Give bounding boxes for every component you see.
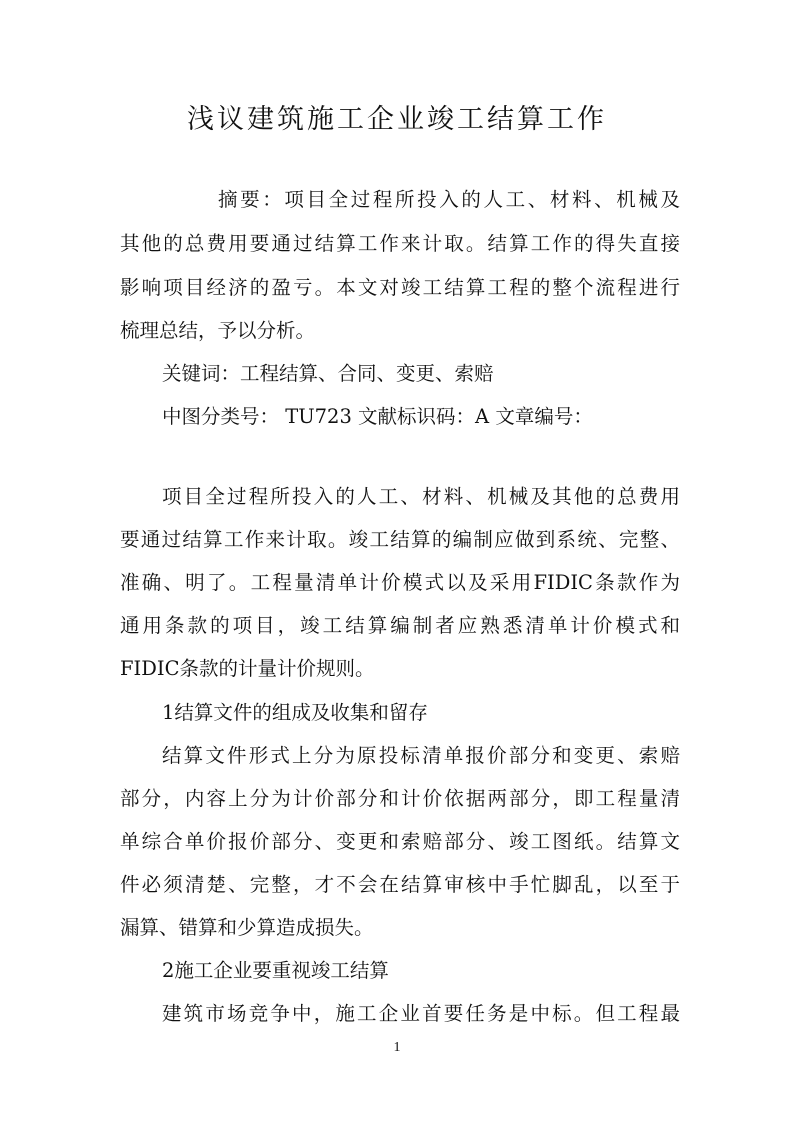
section-1-line-1: 结算文件形式上分为原投标清单报价部分和变更、索赔 [162,744,680,767]
section-2-heading: 2施工企业要重视竣工结算 [162,959,389,982]
section-1-heading: 1结算文件的组成及收集和留存 [162,701,428,724]
section-1-line-5: 漏算、错算和少算造成损失。 [120,916,374,939]
intro-line-4: 通用条款的项目，竣工结算编制者应熟悉清单计价模式和 [120,614,680,637]
abstract-line-2: 其他的总费用要通过结算工作来计取。结算工作的得失直接 [120,232,680,255]
keywords: 关键词：工程结算、合同、变更、索赔 [162,362,494,385]
abstract-line-1: 摘要：项目全过程所投入的人工、材料、机械及 [218,188,680,211]
page-number: 1 [393,1040,401,1055]
intro-line-1: 项目全过程所投入的人工、材料、机械及其他的总费用 [162,485,680,508]
intro-line-2: 要通过结算工作来计取。竣工结算的编制应做到系统、完整、 [120,528,680,551]
abstract-line-3: 影响项目经济的盈亏。本文对竣工结算工程的整个流程进行 [120,276,680,299]
section-1-line-4: 件必须清楚、完整，才不会在结算审核中手忙脚乱，以至于 [120,873,680,896]
document-title: 浅议建筑施工企业竣工结算工作 [187,104,607,135]
abstract-line-4: 梳理总结，予以分析。 [120,319,316,342]
intro-line-3: 准确、明了。工程量清单计价模式以及采用FIDIC条款作为 [120,571,680,594]
section-1-line-2: 部分，内容上分为计价部分和计价依据两部分，即工程量清 [120,787,680,810]
section-1-line-3: 单综合单价报价部分、变更和索赔部分、竣工图纸。结算文 [120,830,680,853]
intro-line-5: FIDIC条款的计量计价规则。 [120,657,375,680]
section-2-line-1: 建筑市场竞争中，施工企业首要任务是中标。但工程最 [162,1002,680,1025]
classification: 中图分类号： TU723 文献标识码：A 文章编号： [162,405,593,428]
